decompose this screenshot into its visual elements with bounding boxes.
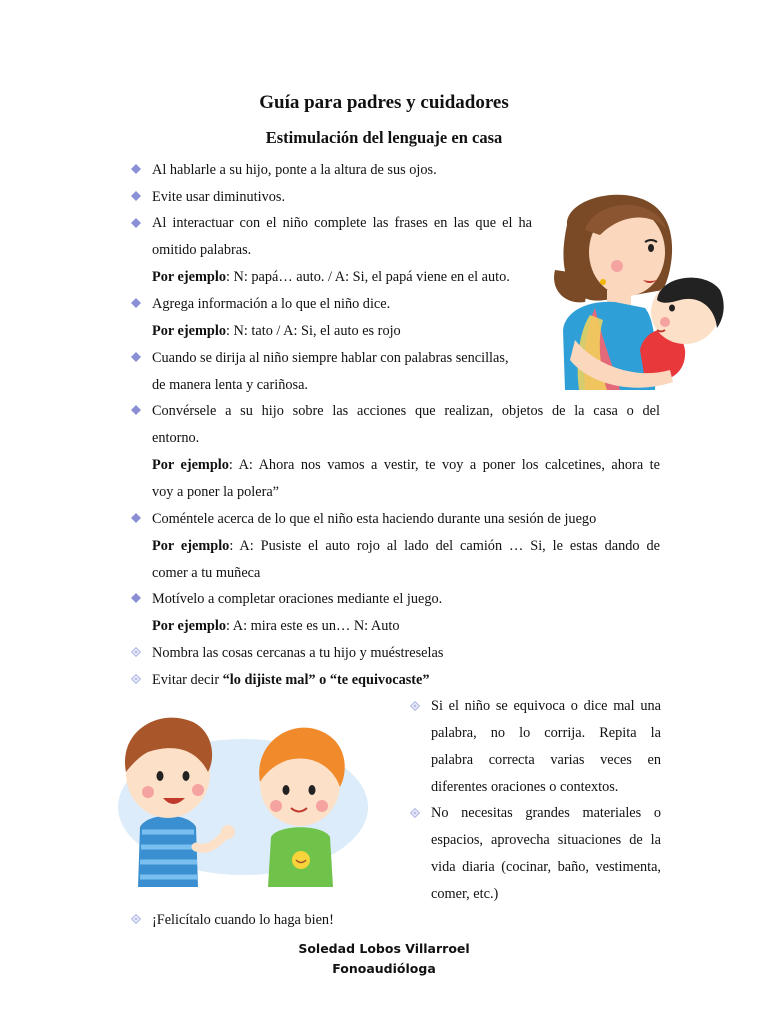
list-item-text: ¡Felicítalo cuando lo haga bien! [152,912,334,928]
list-item-text: comer, etc.) [431,886,499,902]
list-item-text: No necesitas grandes materiales o [431,805,661,821]
example-line [152,268,510,286]
list-item-text: Nombra las cosas cercanas a tu hijo y muéstreselas [152,645,444,661]
list-item-text: vida diaria (cocinar, baño, vestimenta, [431,859,661,875]
example-label: Por ejemplo [152,538,230,554]
example-line [152,456,660,474]
example-label: Por ejemplo [152,269,226,285]
example-text: : A: Ahora nos vamos a vestir, te voy a poner los calcetines, ahora te [228,457,660,473]
list-item-text: palabra, no lo corrija. Repita la [431,725,661,741]
diamond-outline-bullet-icon [131,674,141,684]
diamond-bullet-icon [131,593,141,603]
list-item-text: Al hablarle a su hijo, ponte a la altura de sus ojos. [152,162,437,178]
example-text: : N: papá… auto. / A: Si, el papá viene en el auto. [225,269,510,285]
list-item-text: Convérsele a su hijo sobre las acciones que realizan, objetos de la casa o del [152,403,660,419]
diamond-outline-bullet-icon [131,647,141,657]
list-item-text: de manera lenta y cariñosa. [152,377,308,393]
list-item-text: omitido palabras. [152,242,252,258]
diamond-outline-bullet-icon [410,808,420,818]
page-subtitle: Estimulación del lenguaje en casa [265,128,503,147]
page-title: Guía para padres y cuidadores [259,92,509,113]
list-item-text: Agrega información a lo que el niño dice. [152,296,391,312]
list-item-text: Coméntele acerca de lo que el niño esta haciendo durante una sesión de juego [152,511,597,527]
example-label: Por ejemplo [152,457,229,473]
list-item-text: Si el niño se equivoca o dice mal una [431,698,661,714]
diamond-bullet-icon [131,352,141,362]
list-item-text: Evite usar diminutivos. [152,189,286,205]
diamond-outline-bullet-icon [410,701,420,711]
diamond-bullet-icon [131,191,141,201]
example-text: : A: mira este es un… N: Auto [225,618,400,634]
author-role: Fonoaudióloga [332,961,436,976]
list-item-text [152,671,430,689]
list-item-text: espacios, aprovecha situaciones de la [431,832,661,848]
example-line [152,617,400,635]
diamond-bullet-icon [131,218,141,228]
diamond-bullet-icon [131,164,141,174]
example-text: : A: Pusiste el auto rojo al lado del camión … Si, le estas dando de [229,538,660,554]
list-item-text: Al interactuar con el niño complete las frases en las que el ha [152,215,532,231]
list-item-bold: “lo dijiste mal” o “te equivocaste” [222,672,430,688]
example-text: : N: tato / A: Si, el auto es rojo [225,323,401,339]
example-text: comer a tu muñeca [152,565,261,581]
example-line [152,537,660,555]
list-item-text: palabra correcta varias veces en [431,752,661,768]
example-label: Por ejemplo [152,323,226,339]
example-label: Por ejemplo [152,618,226,634]
example-text: voy a poner la polera” [152,484,280,500]
mother-and-baby-illustration [545,190,735,390]
list-item-prefix: Evitar decir [152,672,223,688]
diamond-bullet-icon [131,405,141,415]
example-line [152,322,401,340]
list-item-text: Cuando se dirija al niño siempre hablar con palabras sencillas, [152,350,509,366]
list-item-text: Motívelo a completar oraciones mediante el juego. [152,591,443,607]
diamond-outline-bullet-icon [131,914,141,924]
author-name: Soledad Lobos Villarroel [298,941,470,956]
two-children-talking-illustration [108,712,373,890]
list-item-text: entorno. [152,430,200,446]
list-item-text: diferentes oraciones o contextos. [431,779,619,795]
diamond-bullet-icon [131,513,141,523]
diamond-bullet-icon [131,298,141,308]
